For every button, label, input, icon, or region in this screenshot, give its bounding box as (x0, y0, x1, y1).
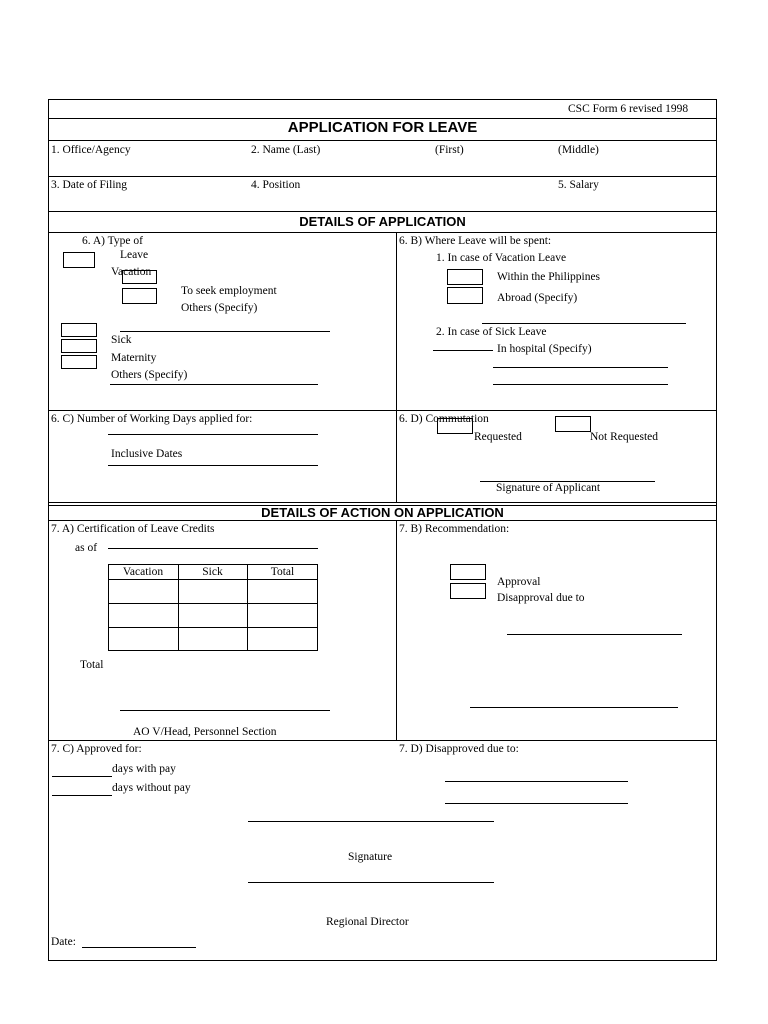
form-code: CSC Form 6 revised 1998 (568, 103, 689, 115)
disapproval-checkbox[interactable] (450, 583, 486, 599)
section-title-action: DETAILS OF ACTION ON APPLICATION (261, 505, 504, 520)
divider (48, 140, 717, 141)
regional-director-line (248, 882, 494, 883)
sick-label: Sick (111, 334, 132, 346)
signature-line (248, 821, 494, 822)
table-row-divider (108, 603, 318, 604)
column-divider (396, 520, 397, 740)
personnel-signatory-label: AO V/Head, Personnel Section (133, 726, 277, 738)
signature-label: Signature (348, 851, 393, 863)
abroad-label: Abroad (Specify) (497, 292, 578, 304)
applicant-signature-label: Signature of Applicant (496, 482, 601, 494)
as-of-label: as of (75, 542, 98, 554)
page-title: APPLICATION FOR LEAVE (287, 119, 478, 136)
vacation-label: Vacation (111, 266, 152, 278)
hospital-blank (433, 350, 493, 351)
disapproval-label: Disapproval due to (497, 592, 585, 604)
position-label: 4. Position (251, 179, 301, 191)
personnel-signature-line (120, 710, 330, 711)
divider (48, 232, 717, 233)
not-requested-label: Not Requested (590, 431, 659, 443)
column-header-sick: Sick (202, 566, 223, 578)
divider (48, 502, 717, 503)
disapproved-line (445, 803, 628, 804)
table-row-divider (108, 579, 318, 580)
seek-employment-label: To seek employment (181, 285, 277, 297)
disapproved-label: 7. D) Disapproved due to: (399, 743, 519, 755)
others-line (110, 384, 318, 385)
hospital-line (493, 384, 668, 385)
sick-case-label: 2. In case of Sick Leave (436, 326, 547, 338)
maternity-label: Maternity (111, 352, 157, 364)
divider (48, 740, 717, 741)
approval-checkbox[interactable] (450, 564, 486, 580)
leave-label: Leave (120, 249, 149, 261)
disapproval-reason-line (507, 634, 682, 635)
column-header-total: Total (270, 566, 295, 578)
name-middle-label: (Middle) (558, 144, 599, 156)
days-without-pay-label: days without pay (112, 782, 191, 794)
column-header-vacation: Vacation (122, 566, 164, 578)
table-row-divider (108, 627, 318, 628)
within-ph-checkbox[interactable] (447, 269, 483, 285)
days-without-pay-blank (52, 795, 112, 796)
working-days-label: 6. C) Number of Working Days applied for: (51, 413, 253, 425)
vacation-case-label: 1. In case of Vacation Leave (436, 252, 567, 264)
in-hospital-label: In hospital (Specify) (497, 343, 592, 355)
name-last-label: 2. Name (Last) (251, 144, 321, 156)
total-label: Total (80, 659, 104, 671)
requested-label: Requested (474, 431, 522, 443)
date-filing-label: 3. Date of Filing (51, 179, 128, 191)
others-checkbox[interactable] (61, 355, 97, 369)
days-with-pay-blank (52, 776, 112, 777)
divider (48, 520, 717, 521)
vacation-sub-checkbox[interactable] (122, 270, 157, 284)
abroad-checkbox[interactable] (447, 287, 483, 304)
recommendation-signature-line (470, 707, 678, 708)
commutation-not-requested-checkbox[interactable] (555, 416, 591, 432)
within-ph-label: Within the Philippines (497, 271, 601, 283)
name-first-label: (First) (435, 144, 464, 156)
column-divider (396, 232, 397, 502)
commutation-requested-checkbox[interactable] (437, 418, 473, 434)
seek-employment-checkbox[interactable] (122, 288, 157, 304)
disapproved-line (445, 781, 628, 782)
divider (48, 211, 717, 212)
inclusive-dates-label: Inclusive Dates (111, 448, 183, 460)
date-line (82, 947, 196, 948)
section-title-details: DETAILS OF APPLICATION (299, 214, 466, 229)
divider (48, 410, 717, 411)
hospital-line (493, 367, 668, 368)
vacation-others-line (120, 331, 330, 332)
vacation-checkbox[interactable] (63, 252, 95, 268)
certification-label: 7. A) Certification of Leave Credits (51, 523, 215, 535)
recommendation-label: 7. B) Recommendation: (399, 523, 510, 535)
vacation-others-label: Others (Specify) (181, 302, 258, 314)
days-with-pay-label: days with pay (112, 763, 176, 775)
approval-label: Approval (497, 576, 541, 588)
commutation-label: 6. D) Commutation (399, 413, 489, 425)
date-label: Date: (51, 936, 76, 948)
type-of-leave-label: 6. A) Type of (82, 235, 143, 247)
salary-label: 5. Salary (558, 179, 599, 191)
divider (48, 176, 717, 177)
approved-for-label: 7. C) Approved for: (51, 743, 142, 755)
where-leave-label: 6. B) Where Leave will be spent: (399, 235, 552, 247)
abroad-line (482, 323, 686, 324)
office-agency-label: 1. Office/Agency (51, 144, 131, 156)
sick-checkbox[interactable] (61, 323, 97, 337)
inclusive-dates-line (108, 465, 318, 466)
regional-director-label: Regional Director (326, 916, 409, 928)
as-of-line (108, 548, 318, 549)
others-label: Others (Specify) (111, 369, 188, 381)
working-days-line (108, 434, 318, 435)
maternity-checkbox[interactable] (61, 339, 97, 353)
